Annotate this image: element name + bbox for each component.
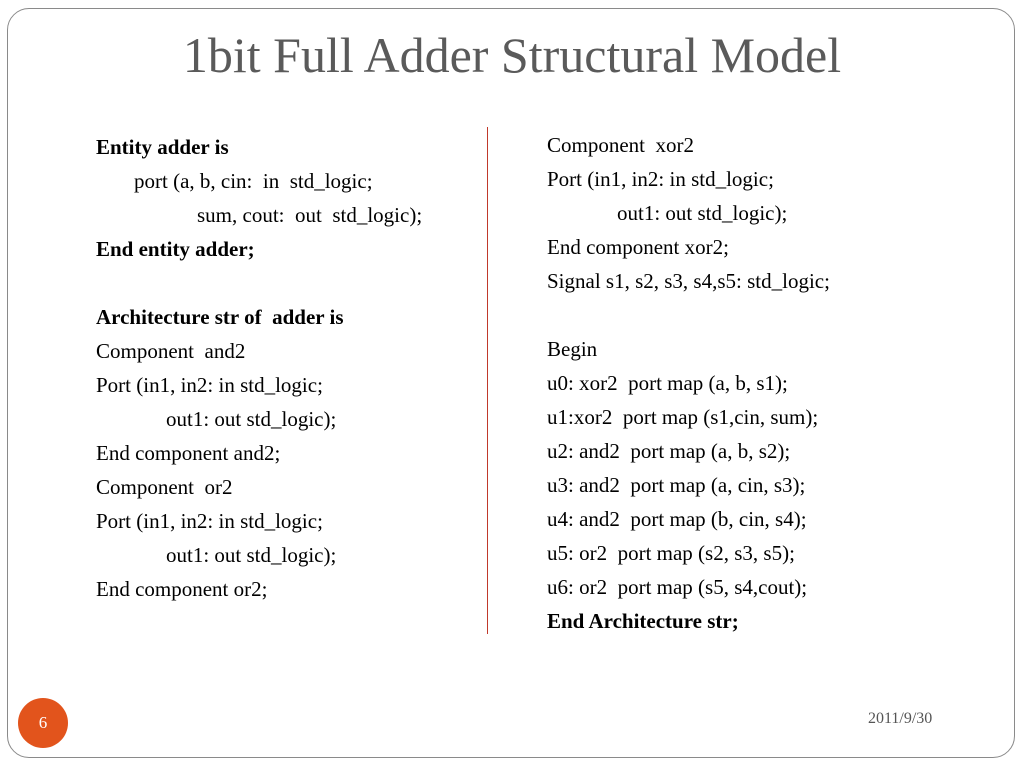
code-line: Component and2: [96, 339, 246, 363]
code-line: End Architecture str;: [547, 609, 739, 633]
code-line: Signal s1, s2, s3, s4,s5: std_logic;: [547, 269, 830, 293]
code-line: Architecture str of adder is: [96, 305, 344, 329]
code-line: Entity adder is: [96, 135, 229, 159]
code-line: u6: or2 port map (s5, s4,cout);: [547, 575, 808, 599]
code-line: Begin: [547, 337, 598, 361]
code-line: [96, 266, 486, 300]
code-line: u2: and2 port map (a, b, s2);: [547, 439, 791, 463]
code-line: sum, cout: out std_logic);: [197, 203, 423, 227]
code-line: Port (in1, in2: in std_logic;: [547, 167, 774, 191]
code-line: out1: out std_logic);: [166, 543, 337, 567]
code-line: Component or2: [96, 475, 233, 499]
code-line: Port (in1, in2: in std_logic;: [96, 373, 323, 397]
left-code-column: [96, 130, 486, 606]
code-line: End component or2;: [96, 577, 268, 601]
code-line: u1:xor2 port map (s1,cin, sum);: [547, 405, 819, 429]
slide-title: 1bit Full Adder Structural Model: [182, 27, 842, 83]
right-code-column: [547, 128, 987, 638]
code-line: out1: out std_logic);: [617, 201, 788, 225]
code-line: out1: out std_logic);: [166, 407, 337, 431]
slide-date: 2011/9/30: [868, 710, 933, 727]
code-line: u3: and2 port map (a, cin, s3);: [547, 473, 806, 497]
code-line: u5: or2 port map (s2, s3, s5);: [547, 541, 795, 565]
code-line: End component and2;: [96, 441, 281, 465]
column-divider: [487, 127, 488, 634]
slide-number-badge: 6: [18, 698, 68, 748]
code-line: u0: xor2 port map (a, b, s1);: [547, 371, 788, 395]
code-line: Port (in1, in2: in std_logic;: [96, 509, 323, 533]
code-line: Component xor2: [547, 133, 694, 157]
code-line: End entity adder;: [96, 237, 255, 261]
code-line: [547, 298, 987, 332]
code-line: End component xor2;: [547, 235, 729, 259]
code-line: u4: and2 port map (b, cin, s4);: [547, 507, 807, 531]
code-line: port (a, b, cin: in std_logic;: [134, 169, 373, 193]
